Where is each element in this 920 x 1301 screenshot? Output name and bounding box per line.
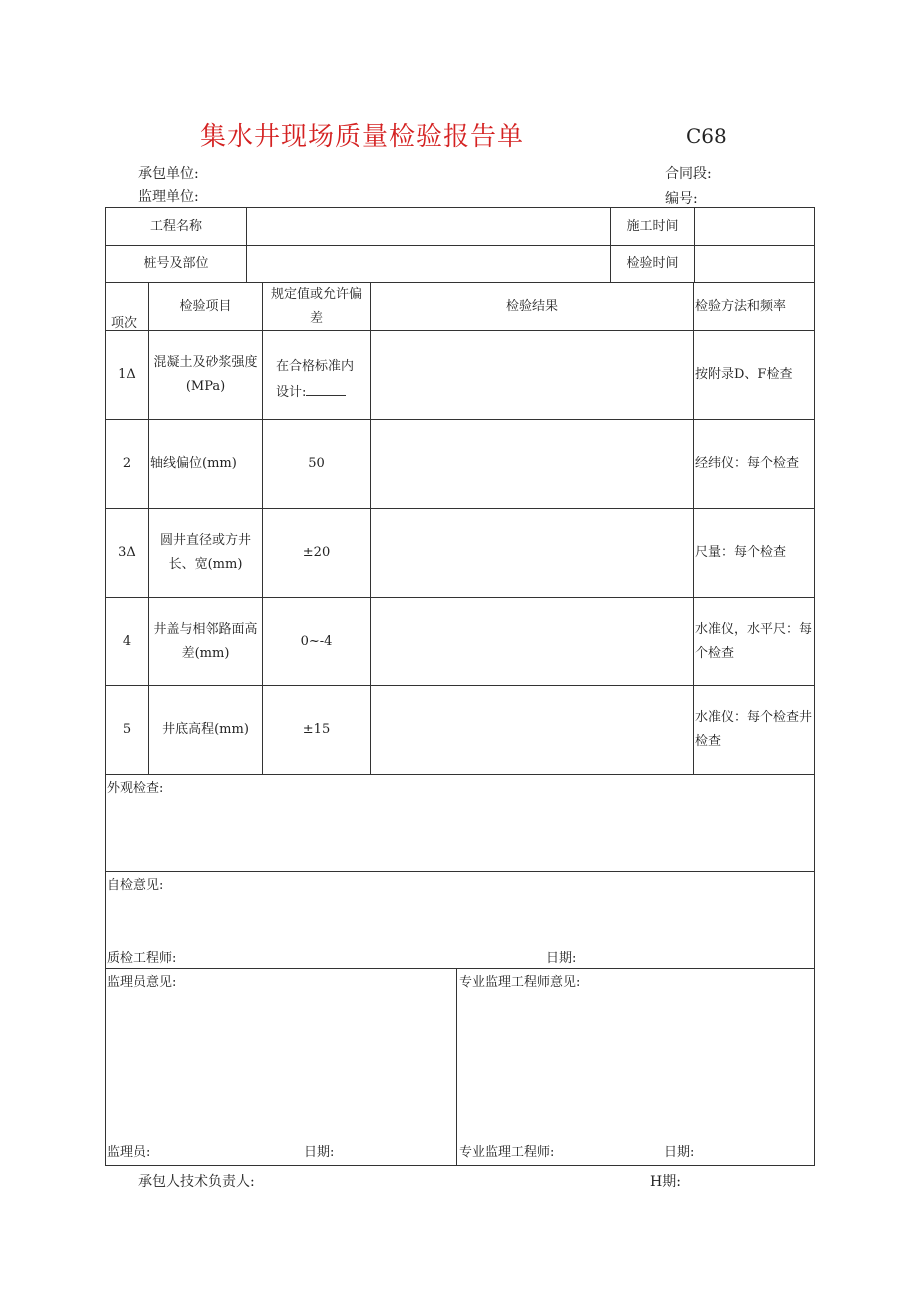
qc-engineer-label: 质检工程师: [107, 951, 177, 966]
row2-spec: 50 [308, 456, 325, 471]
table-line [693, 282, 694, 774]
self-check-label: 自检意见: [107, 878, 164, 893]
row5-no: 5 [122, 722, 132, 737]
row3-method: 尺量：每个检查 [695, 545, 787, 560]
row4-method: 水准仪，水平尺：每个检查 [695, 621, 813, 661]
row5-item: 井底高程(mm) [162, 722, 249, 737]
inspection-time-value[interactable] [695, 246, 814, 282]
contract-section-label: 合同段: [665, 166, 712, 182]
station-part-value[interactable] [247, 246, 610, 282]
col-result: 检验结果 [505, 298, 558, 314]
row3-spec: ±20 [302, 545, 331, 560]
row2-method: 经纬仪：每个检查 [695, 456, 800, 471]
specialist-sign-label: 专业监理工程师: [459, 1145, 555, 1160]
col-spec: 规定值或允许偏差 [270, 286, 362, 326]
project-name-label: 工程名称 [149, 218, 202, 234]
row3-item: 圆井直径或方井长、宽(mm) [159, 533, 251, 572]
row1-result[interactable] [371, 331, 693, 419]
project-name-value[interactable] [247, 208, 610, 245]
supervisor-opinion-label: 监理员意见: [107, 975, 177, 990]
contractor-label: 承包单位: [138, 166, 199, 182]
row5-result[interactable] [371, 686, 693, 774]
supervisor-date-label: 日期: [304, 1145, 335, 1160]
row3-result[interactable] [371, 509, 693, 597]
table-line [814, 207, 815, 1165]
col-item: 检验项目 [179, 298, 232, 314]
table-line [105, 1165, 815, 1166]
specialist-opinion-label: 专业监理工程师意见: [459, 975, 581, 990]
construction-time-label: 施工时间 [626, 218, 679, 234]
row2-item: 轴线偏位(mm) [150, 456, 237, 471]
row2-result[interactable] [371, 420, 693, 508]
station-part-label: 桩号及部位 [143, 256, 209, 271]
construction-time-value[interactable] [695, 208, 814, 245]
page-title: 集水井现场质量检验报告单 [200, 122, 525, 152]
row4-item: 井盖与相邻路面高差(mm) [153, 621, 258, 661]
col-item-no: 项次 [111, 316, 138, 331]
form-code: C68 [686, 124, 727, 148]
table-line [105, 871, 815, 872]
number-label: 编号: [665, 191, 698, 207]
row2-no: 2 [122, 456, 132, 471]
row4-no: 4 [122, 633, 132, 649]
row5-spec: ±15 [302, 722, 331, 737]
design-blank[interactable] [306, 383, 346, 396]
self-check-date-label: 日期: [546, 951, 577, 966]
row4-spec: 0~-4 [300, 633, 333, 649]
row4-result[interactable] [371, 598, 693, 685]
row1-spec-design-label: 设计: [276, 385, 307, 400]
row1-method: 按附录D、F检查 [695, 367, 793, 382]
appearance-label: 外观检查: [107, 781, 164, 796]
footer-date-label: H期: [650, 1174, 681, 1190]
row5-method: 水准仪：每个检查井检查 [695, 710, 813, 749]
inspection-time-label: 检验时间 [626, 256, 679, 271]
row1-item: 混凝土及砂浆强度(MPa) [153, 355, 258, 394]
tech-lead-label: 承包人技术负责人: [138, 1174, 255, 1190]
row1-spec: 在合格标准内 [276, 359, 355, 374]
supervisor-unit-label: 监理单位: [138, 189, 199, 205]
row3-no: 3Δ [118, 545, 136, 560]
row1-spec-design [276, 381, 346, 400]
col-method: 检验方法和频率 [695, 298, 787, 314]
supervisor-sign-label: 监理员: [107, 1145, 151, 1160]
row1-no: 1Δ [118, 367, 136, 382]
table-line [456, 968, 457, 1165]
table-line [105, 774, 815, 775]
specialist-date-label: 日期: [664, 1145, 695, 1160]
table-line [105, 968, 815, 969]
